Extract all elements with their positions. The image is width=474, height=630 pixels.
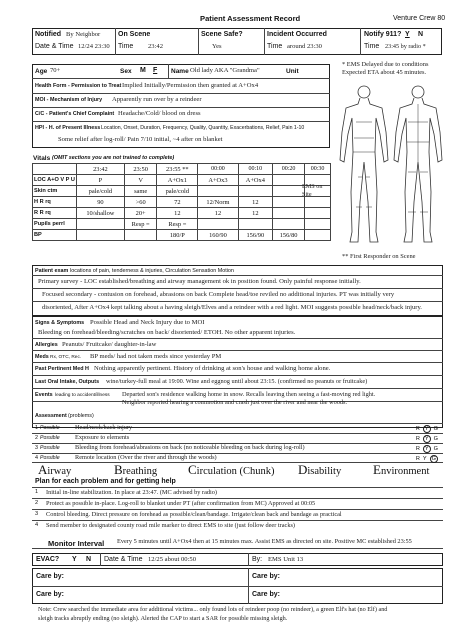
plan-number: 1 bbox=[35, 489, 39, 495]
hpi-label: HPI - H. of Present Illness bbox=[35, 125, 101, 131]
vitals-row-label: BP bbox=[33, 230, 77, 241]
vitals-cell[interactable]: P bbox=[76, 175, 124, 186]
vitals-cell[interactable]: 00:00 bbox=[198, 164, 238, 175]
date-time-label: Date & Time bbox=[35, 43, 74, 50]
care-by-label-4[interactable]: Care by: bbox=[252, 591, 281, 598]
ems-delay-note: * EMS Delayed due to conditions bbox=[342, 61, 429, 68]
abc-breathing: Breathing bbox=[114, 462, 158, 477]
ryg-option[interactable]: Y bbox=[424, 446, 429, 452]
assessment-text[interactable]: Exposure to elements bbox=[75, 434, 130, 441]
plan-number: 2 bbox=[35, 500, 39, 506]
vitals-table bbox=[32, 163, 331, 241]
ryg-option[interactable]: G bbox=[433, 436, 438, 442]
ryg-option[interactable]: R bbox=[415, 446, 420, 452]
vitals-cell[interactable]: same bbox=[124, 186, 156, 197]
vitals-cell[interactable] bbox=[305, 208, 331, 219]
plan-title: Plan for each problem and for getting help bbox=[35, 478, 176, 485]
assessment-title: Assessment bbox=[35, 413, 67, 419]
sex-label: Sex bbox=[120, 68, 132, 75]
meds-label: Meds bbox=[35, 354, 49, 360]
notified-value[interactable]: By Neighbor bbox=[66, 31, 101, 38]
exam-sublabel: locations of pain, tenderness & injuries, Circulation Sensation Motion bbox=[70, 268, 234, 274]
first-responder-note: ** First Responder on Scene bbox=[342, 253, 416, 260]
vitals-cell[interactable]: 12 bbox=[157, 208, 198, 219]
body-diagram[interactable] bbox=[336, 82, 446, 252]
assessment-number: 1 bbox=[35, 425, 38, 431]
name-label: Name bbox=[171, 68, 189, 75]
vitals-cell[interactable]: >60 bbox=[124, 197, 156, 208]
ryg-option[interactable]: G bbox=[431, 456, 436, 462]
vitals-cell[interactable]: 156/90 bbox=[238, 230, 272, 241]
on-scene-label: On Scene bbox=[118, 31, 151, 38]
plan-text[interactable]: Initial in-line stabilization. In place at 23:47. (MC advised by radio) bbox=[46, 489, 218, 496]
vitals-cell[interactable] bbox=[198, 219, 238, 230]
vitals-cell[interactable]: A+Ox3 bbox=[198, 175, 238, 186]
vitals-row-label: H R rq bbox=[33, 197, 77, 208]
assessment-number: 3 bbox=[35, 445, 38, 451]
vitals-cell[interactable]: A+Ox4 bbox=[238, 175, 272, 186]
vitals-row-label: Skin ctm bbox=[33, 186, 77, 197]
assessment-status: Possible bbox=[40, 455, 60, 461]
evac-date-time-value[interactable]: 12/25 about 00:50 bbox=[148, 556, 196, 563]
plan-number: 4 bbox=[35, 522, 39, 528]
body-back-outline bbox=[394, 86, 442, 242]
vitals-cell[interactable]: Resp = bbox=[157, 219, 198, 230]
events-value[interactable]: Departed son's residence walking home in snow. Recalls leaving then seeing a fast-moving red light. bbox=[122, 391, 376, 398]
allergies-label: Allergies bbox=[35, 342, 58, 348]
assessment-row bbox=[32, 423, 443, 433]
evac-by-value[interactable]: EMS Unit 13 bbox=[268, 556, 304, 563]
scene-safe-label: Scene Safe? bbox=[201, 31, 243, 38]
vitals-row bbox=[33, 197, 331, 208]
events-label: Events bbox=[35, 392, 53, 398]
ryg-selector[interactable] bbox=[413, 425, 438, 433]
vitals-cell[interactable] bbox=[124, 230, 156, 241]
health-form-value[interactable]: Implied Initially/Permission then granted at A+Ox4 bbox=[122, 82, 259, 89]
evac-no[interactable]: N bbox=[86, 556, 92, 563]
last-intake-label: Last Oral Intake, Outputs bbox=[35, 379, 100, 385]
abc-disability: Disability bbox=[298, 462, 342, 477]
hpi-value[interactable]: Some relief after log-roll/ Pain 7/10 initial, ~4 after on blanket bbox=[58, 136, 223, 143]
exam-title: Patient exam bbox=[35, 268, 69, 274]
vitals-cell[interactable]: 10/shallow bbox=[76, 208, 124, 219]
exam-line-3[interactable]: disoriented, After A+Ox4 kept talking about a having sleigh/Elves and a reindeer with a red light. MOI suggests possible head/neck/back injury. bbox=[42, 304, 422, 311]
ryg-option[interactable]: Y bbox=[422, 456, 427, 462]
vitals-cell[interactable]: 00:10 bbox=[238, 164, 272, 175]
on-scene-time-value[interactable]: 23:42 bbox=[148, 43, 164, 50]
unit-label: Unit bbox=[286, 68, 299, 75]
ryg-option[interactable]: G bbox=[433, 426, 438, 432]
vitals-cell[interactable]: 12 bbox=[198, 208, 238, 219]
vitals-cell[interactable] bbox=[76, 219, 124, 230]
vitals-cell[interactable]: pale/cold bbox=[76, 186, 124, 197]
ryg-option[interactable]: Y bbox=[424, 426, 429, 432]
ryg-option[interactable]: Y bbox=[424, 436, 429, 442]
abc-environment: Environment bbox=[373, 462, 430, 477]
notify-911-yes[interactable]: Y bbox=[405, 31, 410, 38]
assessment-status: Possible bbox=[40, 445, 60, 451]
on-scene-time-label: Time bbox=[118, 43, 134, 50]
vitals-title: Vitals bbox=[33, 155, 51, 162]
sex-f[interactable]: F bbox=[153, 67, 158, 74]
ryg-option[interactable]: G bbox=[433, 446, 438, 452]
evac-row bbox=[32, 553, 443, 566]
incident-time-label: Time bbox=[267, 43, 283, 50]
notified-label: Notified bbox=[35, 31, 62, 38]
vitals-row-label: R R rq bbox=[33, 208, 77, 219]
notify-911-time-label: Time bbox=[364, 43, 380, 50]
assessment-row bbox=[32, 433, 443, 443]
vitals-cell[interactable] bbox=[273, 175, 305, 186]
vitals-cell[interactable] bbox=[273, 186, 305, 197]
chief-complaint-value[interactable]: Headache/Cold/ blood on dress bbox=[118, 110, 201, 117]
incident-label: Incident Occurred bbox=[267, 31, 327, 38]
vitals-row bbox=[33, 186, 331, 197]
notify-911-no[interactable]: N bbox=[418, 31, 424, 38]
vitals-row bbox=[33, 208, 331, 219]
plan-number: 3 bbox=[35, 511, 39, 517]
vitals-row-label: Pupils perrl bbox=[33, 219, 77, 230]
vitals-cell[interactable]: 23:50 bbox=[124, 164, 156, 175]
vitals-cell[interactable] bbox=[273, 219, 305, 230]
vitals-cell[interactable]: A+Ox1 bbox=[157, 175, 198, 186]
vitals-row-label bbox=[33, 164, 77, 175]
assessment-sublabel: (problems) bbox=[68, 413, 94, 419]
plan-row bbox=[32, 487, 443, 498]
scene-safe-value[interactable]: Yes bbox=[212, 43, 222, 50]
assessment-text[interactable]: Remote location (Over the river and through the woods) bbox=[75, 454, 217, 461]
moi-value[interactable]: Apparently run over by a reindeer bbox=[112, 96, 202, 103]
ryg-option[interactable]: R bbox=[415, 456, 420, 462]
ems-onsite-note: EMS on Site bbox=[302, 183, 323, 198]
vitals-row bbox=[33, 175, 331, 186]
vitals-cell[interactable]: 12 bbox=[238, 197, 272, 208]
notify-911-label: Notify 911? bbox=[364, 31, 402, 38]
vitals-cell[interactable] bbox=[305, 219, 331, 230]
hpi-sublabel: Location, Onset, Duration, Frequency, Quality, Quantity, Exacerbations, Relief, Pain 1-10 bbox=[101, 125, 305, 131]
form-title: Patient Assessment Record bbox=[200, 14, 301, 23]
vitals-cell[interactable]: 160/90 bbox=[198, 230, 238, 241]
ryg-option[interactable]: R bbox=[415, 426, 420, 432]
evac-by-label: By: bbox=[252, 556, 263, 563]
events-sublabel: leading to accident/illness bbox=[55, 393, 110, 398]
vitals-cell[interactable]: 12 bbox=[238, 208, 272, 219]
plan-text[interactable]: Protect as possible in-place. Log-roll to blanket under PT (after confirmation from MC) Approved at 00:05 bbox=[46, 500, 316, 507]
notify-911-time-value[interactable]: 23:45 by radio * bbox=[385, 43, 426, 50]
vitals-cell[interactable]: V bbox=[124, 175, 156, 186]
meds-sublabel: Rx, OTC, Rec. bbox=[50, 355, 82, 360]
plan-row bbox=[32, 498, 443, 509]
eta-note: Expected ETA about 45 minutes. bbox=[342, 69, 427, 76]
vitals-cell[interactable] bbox=[238, 219, 272, 230]
vitals-cell[interactable]: 180/P bbox=[157, 230, 198, 241]
vitals-cell[interactable]: 90 bbox=[76, 197, 124, 208]
plan-row bbox=[32, 509, 443, 520]
vitals-cell[interactable] bbox=[76, 230, 124, 241]
assessment-status: Possible bbox=[40, 435, 60, 441]
assessment-row bbox=[32, 443, 443, 453]
vitals-cell[interactable]: 72 bbox=[157, 197, 198, 208]
footer-note-line-1: Note: Crew searched the immediate area for additional victims... only found lots of reindeer poop (no reindeer), a green Elf's hat (no Elf) and bbox=[38, 606, 388, 613]
vitals-cell[interactable] bbox=[198, 186, 238, 197]
past-history-label: Past Pertinent Med H bbox=[35, 366, 89, 372]
vitals-cell[interactable]: 12/Norm bbox=[198, 197, 238, 208]
vitals-cell[interactable]: 156/80 bbox=[273, 230, 305, 241]
moi-label: MOI - Mechanism of Injury bbox=[35, 97, 103, 103]
care-by-label-3[interactable]: Care by: bbox=[36, 591, 65, 598]
vitals-cell[interactable]: 00:20 bbox=[273, 164, 305, 175]
plan-text[interactable]: Send member to designated county road mile marker to direct EMS to site (just follow deer tracks) bbox=[46, 522, 296, 529]
vitals-cell[interactable]: 23:42 bbox=[76, 164, 124, 175]
evac-label: EVAC? bbox=[36, 556, 60, 563]
assessment-text[interactable]: Bleeding from forehead/abrasions on back (no noticeable bleeding on back during log-roll) bbox=[75, 444, 305, 451]
vitals-row bbox=[33, 230, 331, 241]
vitals-cell[interactable]: 20+ bbox=[124, 208, 156, 219]
vitals-cell[interactable]: pale/cold bbox=[157, 186, 198, 197]
body-front-outline bbox=[340, 86, 388, 242]
plan-row bbox=[32, 520, 443, 531]
sex-m[interactable]: M bbox=[140, 67, 146, 74]
health-form-label: Health Form - Permission to Treat bbox=[35, 83, 122, 89]
events-value-2[interactable]: Neighbor reported hearing a commotion and crash just over the river and near the woods. bbox=[122, 399, 348, 406]
last-intake-value[interactable]: wine/turkey-full meal at 19:00. Wine and eggnog until about 23:15. (confirmed no peanuts or fruitcake) bbox=[106, 378, 368, 385]
exam-line-1[interactable]: Primary survey - LOC established/breathing and airway management ok in position found. Only painful response initially. bbox=[38, 278, 361, 285]
ryg-selector[interactable] bbox=[413, 445, 438, 453]
ryg-selector[interactable] bbox=[413, 435, 438, 443]
assessment-list bbox=[32, 423, 443, 463]
org-name: Venture Crew 80 bbox=[393, 15, 446, 22]
incident-time-value[interactable]: around 23:30 bbox=[287, 43, 322, 50]
ryg-option[interactable]: R bbox=[415, 436, 420, 442]
vitals-cell[interactable]: 23:55 ** bbox=[157, 164, 198, 175]
signs-symptoms-value-2[interactable]: Bleeding on forehead/bleeding/scratches on back/ disoriented/ ETOH. No other apparent injuries. bbox=[38, 329, 296, 336]
age-label: Age bbox=[35, 68, 48, 75]
plan-list bbox=[32, 487, 443, 531]
vitals-note: (OMIT sections you are not trained to complete) bbox=[52, 155, 175, 161]
assessment-status: Possible bbox=[40, 425, 60, 431]
vitals-row bbox=[33, 219, 331, 230]
vitals-cell[interactable] bbox=[238, 186, 272, 197]
footer-note-line-2: sleigh tracks abruptly ending (no sleigh). Alerted the CAP to start a SAR for possible missing sleigh. bbox=[38, 615, 288, 622]
monitor-interval-value[interactable]: Every 5 minutes until A+Ox4 then at 15 minutes max. Assist EMS as directed on site. Positive MC established 23:55 bbox=[117, 538, 412, 545]
chief-complaint-label: C/C - Patient's Chief Complaint bbox=[35, 111, 115, 117]
evac-date-time-label: Date & Time bbox=[104, 556, 143, 563]
allergies-value[interactable]: Peanuts/ Fruitcake/ daughter-in-law bbox=[62, 341, 157, 348]
vitals-cell[interactable] bbox=[305, 230, 331, 241]
past-history-value[interactable]: Nothing apparently pertinent. History of drinking at son's house and walking home alone. bbox=[94, 365, 331, 372]
name-value[interactable]: Old lady AKA "Grandma" bbox=[190, 67, 260, 74]
date-time-value[interactable]: 12/24 23:30 bbox=[78, 43, 110, 50]
abc-airway: Airway bbox=[38, 462, 72, 477]
evac-yes[interactable]: Y bbox=[72, 556, 77, 563]
signs-symptoms-value[interactable]: Possible Head and Neck Injury due to MOI bbox=[90, 319, 205, 326]
abc-circulation: Circulation (Chunk) bbox=[188, 462, 275, 477]
plan-text[interactable]: Control bleeding. Direct pressure on forehead as possible/clean/bandage. Irrigate/clean back and bandage as practical bbox=[46, 511, 342, 518]
vitals-row bbox=[33, 164, 331, 175]
age-value[interactable]: 70+ bbox=[50, 67, 61, 74]
meds-value[interactable]: BP meds/ had not taken meds since yesterday PM bbox=[90, 353, 222, 360]
vitals-row-label: LOC A+O V P U bbox=[33, 175, 77, 186]
assessment-number: 2 bbox=[35, 435, 38, 441]
signs-symptoms-label: Signs & Symptoms bbox=[35, 320, 85, 326]
vitals-cell[interactable] bbox=[273, 197, 305, 208]
assessment-number: 4 bbox=[35, 455, 38, 461]
assessment-text[interactable]: Head/neck/back injury bbox=[75, 424, 133, 431]
vitals-cell[interactable]: Resp = bbox=[124, 219, 156, 230]
vitals-cell[interactable] bbox=[273, 208, 305, 219]
exam-line-2[interactable]: Focused secondary - contusion on forehead, abrasions on back Complete head/toe reviled no additional injuries. PT was initially very bbox=[42, 291, 395, 298]
monitor-interval-label: Monitor Interval bbox=[48, 539, 105, 548]
care-by-label-1[interactable]: Care by: bbox=[36, 573, 65, 580]
care-by-label-2[interactable]: Care by: bbox=[252, 573, 281, 580]
vitals-cell[interactable]: 00:30 bbox=[305, 164, 331, 175]
